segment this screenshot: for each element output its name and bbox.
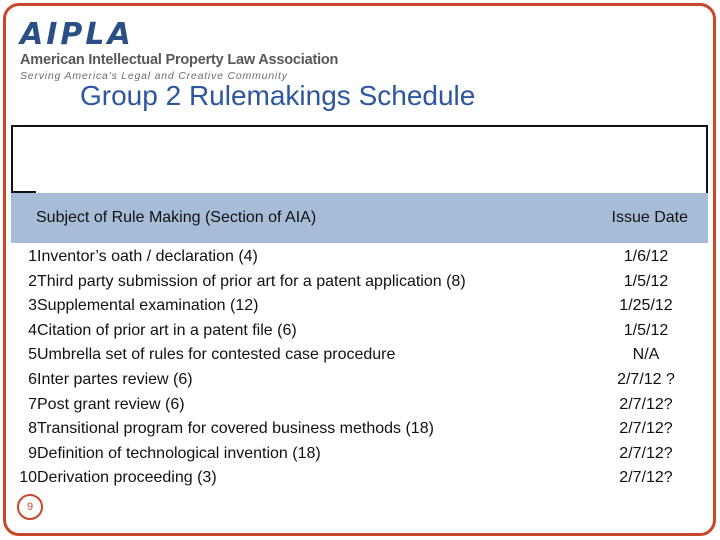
- table-row: [0, 271, 720, 296]
- row-number: 2: [28, 272, 37, 290]
- row-subject: Inter partes review (6): [37, 370, 193, 388]
- row-number: 8: [28, 420, 37, 438]
- table-row: [0, 344, 720, 369]
- row-subject: Umbrella set of rules for contested case procedure: [37, 346, 396, 364]
- aipla-logo: [20, 18, 360, 82]
- row-issue-date: N/A: [632, 346, 660, 364]
- row-issue-date: 2/7/12?: [619, 420, 673, 438]
- table-row: [0, 394, 720, 419]
- row-number: 4: [28, 321, 37, 339]
- header-subject: Subject of Rule Making (Section of AIA): [36, 209, 317, 226]
- schedule-table-header: [11, 193, 708, 243]
- table-row: [0, 246, 720, 271]
- row-subject: Post grant review (6): [37, 395, 185, 413]
- table-row: [0, 443, 720, 468]
- row-subject: Citation of prior art in a patent file (6): [37, 321, 297, 339]
- table-row: [0, 369, 720, 394]
- page-title: Group 2 Rulemakings Schedule: [80, 80, 476, 111]
- logo-mark: AIPLA: [20, 17, 134, 52]
- row-number: 5: [28, 346, 37, 364]
- page-number: 9: [17, 494, 43, 520]
- row-issue-date: 1/5/12: [623, 321, 669, 339]
- row-number: 10: [19, 469, 37, 487]
- table-row: [0, 295, 720, 320]
- row-issue-date: 1/6/12: [623, 248, 669, 265]
- row-subject: Supplemental examination (12): [37, 297, 259, 315]
- row-issue-date: 1/25/12: [619, 297, 673, 315]
- row-number: 7: [28, 395, 37, 413]
- row-issue-date: 2/7/12?: [619, 444, 673, 462]
- row-subject: Third party submission of prior art for a patent application (8): [37, 272, 466, 290]
- row-number: 6: [28, 370, 37, 388]
- row-issue-date: 1/5/12: [623, 272, 669, 290]
- schedule-table-body: [0, 246, 720, 492]
- row-number: 3: [28, 297, 37, 315]
- header-issue-date: Issue Date: [611, 209, 688, 226]
- row-issue-date: 2/7/12?: [619, 469, 673, 487]
- logo-organization-name: American Intellectual Property Law Association: [20, 52, 339, 68]
- empty-content-box: [11, 125, 708, 193]
- row-subject: Derivation proceeding (3): [37, 469, 217, 487]
- row-number: 1: [28, 248, 37, 265]
- row-issue-date: 2/7/12 ?: [617, 370, 675, 388]
- row-subject: Definition of technological invention (18): [37, 444, 321, 462]
- table-row: [0, 418, 720, 443]
- row-subject: Inventor’s oath / declaration (4): [37, 248, 258, 265]
- row-issue-date: 2/7/12?: [619, 395, 673, 413]
- logo-tagline: Serving America's Legal and Creative Community: [20, 70, 288, 82]
- table-row: [0, 320, 720, 345]
- table-row: [0, 467, 720, 492]
- row-number: 9: [28, 444, 37, 462]
- row-subject: Transitional program for covered business methods (18): [37, 420, 434, 438]
